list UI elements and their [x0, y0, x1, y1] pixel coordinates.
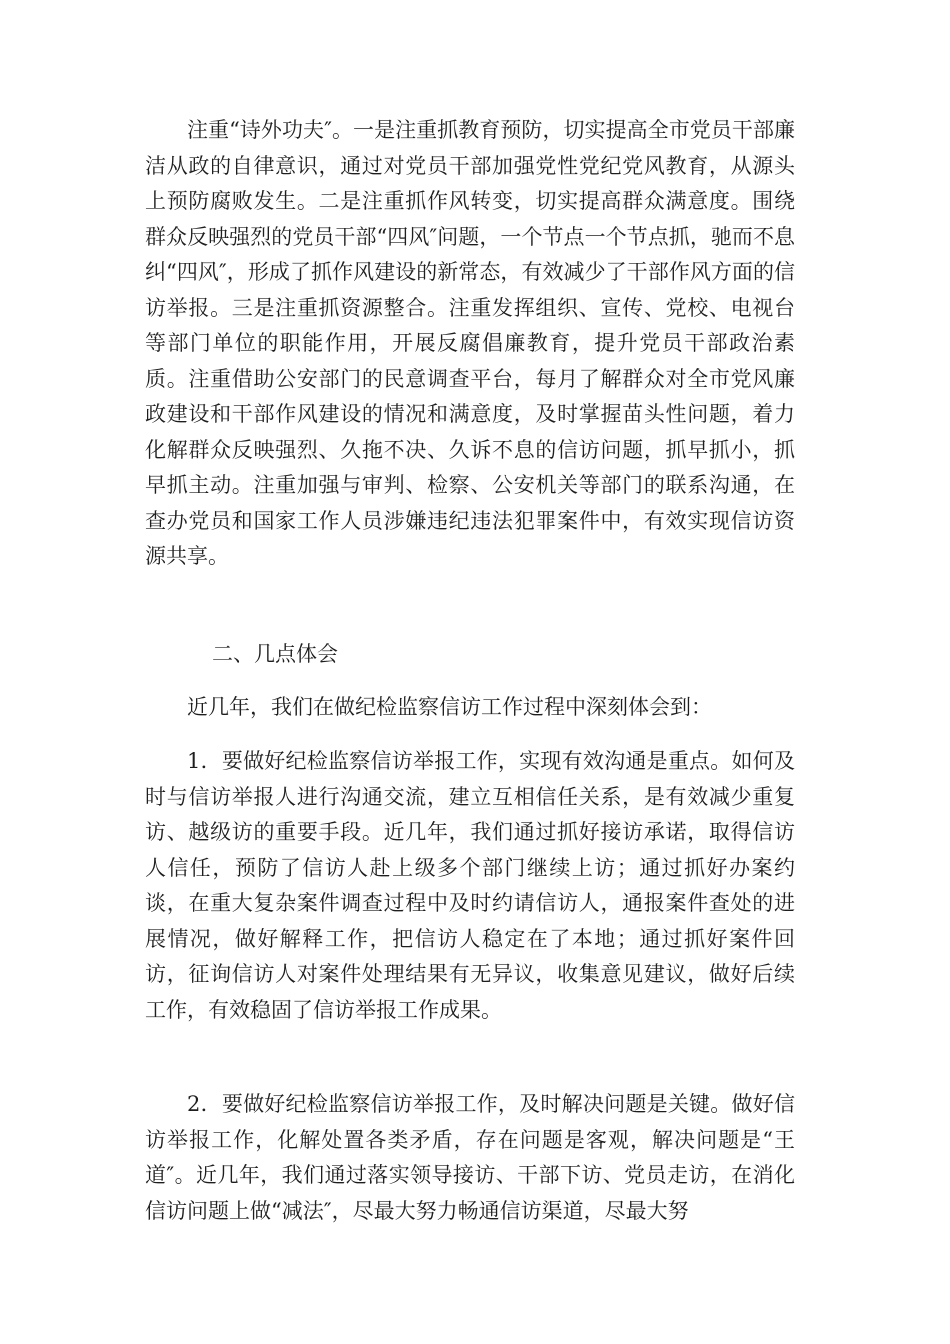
- paragraph-intro: 近几年，我们在做纪检监察信访工作过程中深刻体会到：: [187, 695, 712, 719]
- paragraph-resource-integration: 注重“诗外功夫″。一是注重抓教育预防，切实提高全市党员干部廉洁从政的自律意识，通过对党员干部加强党性党纪党风教育，从源头上预防腐败发生。二是注重抓作风转变，切实提高群众满意度。围绕群众反映强烈的党员干部“四风″问题，一个节点一个节点抓，驰而不息纠“四风″，形成了抓作风建设的新常态，有效减少了干部作风方面的信访举报。三是注重抓资源整合。注重发挥组织、宣传、党校、电视台等部门单位的职能作用，开展反腐倡廉教育，提升党员干部政治素质。注重借助公安部门的民意调查平台，每月了解群众对全市党风廉政建设和干部作风建设的情况和满意度，及时掌握苗头性问题，着力化解群众反映强烈、久拖不决、久诉不息的信访问题，抓早抓小，抓早抓主动。注重加强与审判、检察、公安机关等部门的联系沟通，在查办党员和国家工作人员涉嫌违纪违法犯罪案件中，有效实现信访资源共享。: [145, 118, 795, 568]
- paragraph-point-1: 1．要做好纪检监察信访举报工作，实现有效沟通是重点。如何及时与信访举报人进行沟通交流，建立互相信任关系，是有效减少重复访、越级访的重要手段。近几年，我们通过抓好接访承诺，取得信访人信任，预防了信访人赴上级多个部门继续上访；通过抓好办案约谈，在重大复杂案件调查过程中及时约请信访人，通报案件查处的进展情况，做好解释工作，把信访人稳定在了本地；通过抓好案件回访，征询信访人对案件处理结果有无异议，收集意见建议，做好后续工作，有效稳固了信访举报工作成果。: [145, 749, 795, 1022]
- paragraph-point-2: 2．要做好纪检监察信访举报工作，及时解决问题是关键。做好信访举报工作，化解处置各类矛盾，存在问题是客观，解决问题是“王道″。近几年，我们通过落实领导接访、干部下访、党员走访，在消化信访问题上做“减法″，尽最大努力畅通信访渠道，尽最大努: [145, 1092, 795, 1223]
- section-heading: 二、几点体会: [212, 642, 338, 666]
